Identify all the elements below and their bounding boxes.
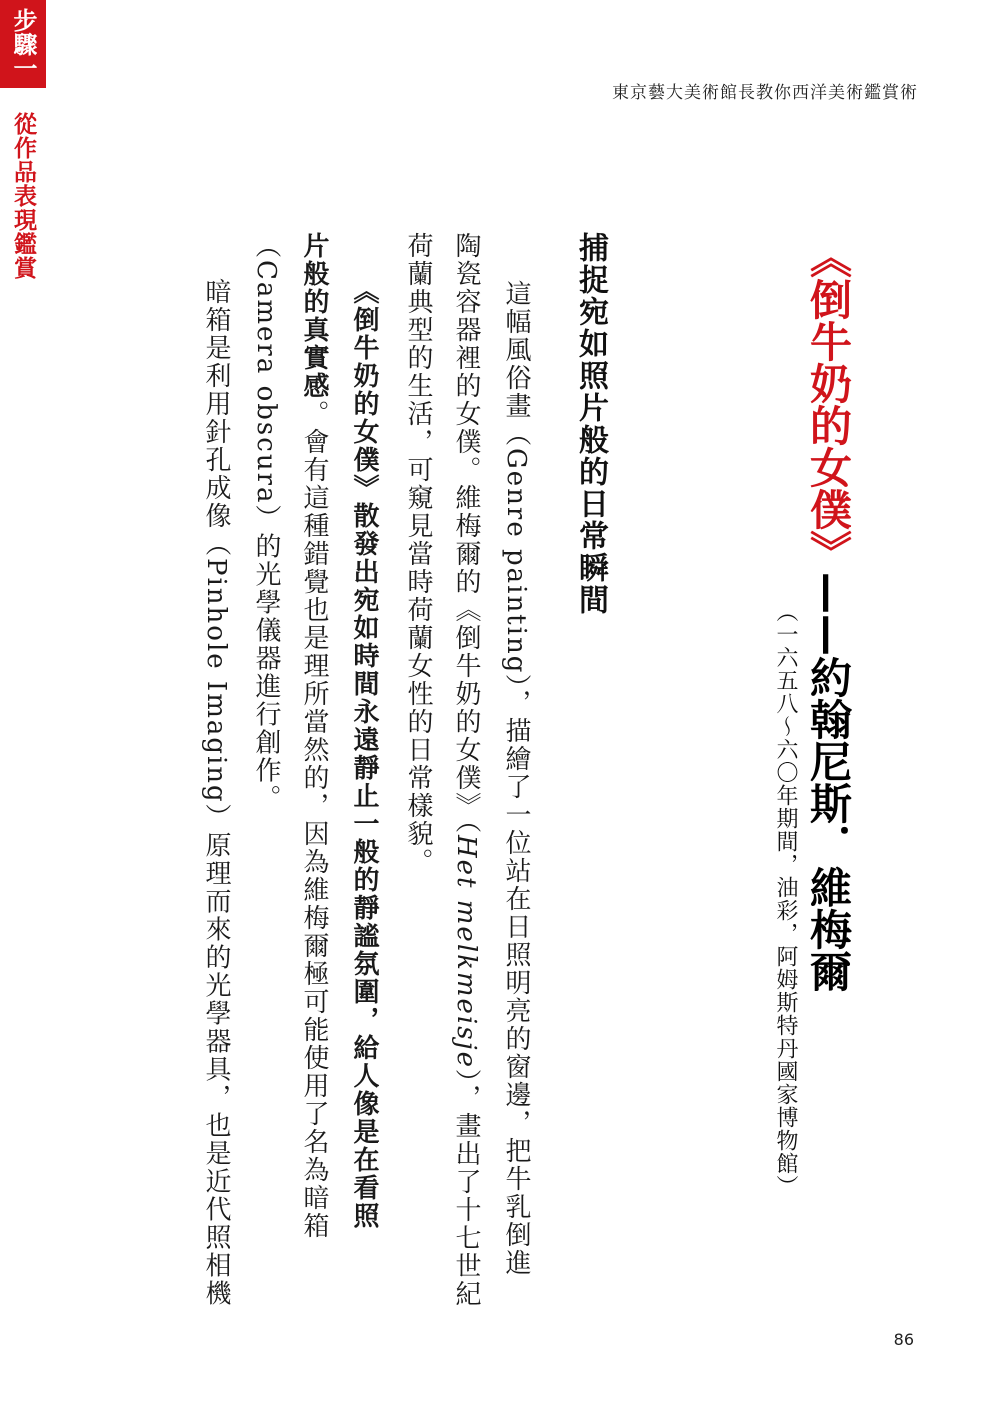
latin-title: Het melkmeisje	[451, 835, 481, 1070]
body-line	[446, 232, 486, 1308]
section-subhead: 捕捉宛如照片般的日常瞬間	[573, 232, 608, 616]
body-line: 暗箱是利用針孔成像（Pinhole Imaging）原理而來的光學器具，也是近代照相機	[201, 278, 231, 1308]
body-line	[294, 232, 334, 1240]
body-text-bold: 片般的真實感	[299, 232, 329, 400]
body-line: （Camera obscura）的光學儀器進行創作。	[251, 232, 281, 813]
step-label: 從作品表現鑑賞	[10, 112, 36, 280]
work-title: 《倒牛奶的女僕》	[804, 236, 853, 572]
body-line: 這幅風俗畫（Genre painting），描繪了一位站在日照明亮的窗邊，把牛乳倒進	[501, 280, 531, 1278]
artist-name: ——約翰尼斯．維梅爾	[804, 572, 853, 992]
body-line: 荷蘭典型的生活，可窺見當時荷蘭女性的日常樣貌。	[403, 232, 433, 876]
artwork-meta: （一六五八～六〇年期間，油彩，阿姆斯特丹國家博物館）	[773, 600, 798, 1198]
body-text: 。會有這種錯覺也是理所當然的，因為維梅爾極可能使用了名為暗箱	[299, 400, 329, 1240]
running-head: 東京藝大美術館長教你西洋美術鑑賞術	[612, 83, 918, 103]
step-heading	[0, 0, 46, 280]
body-text: ），畫出了十七世紀	[451, 1069, 481, 1309]
step-badge: 步驟一	[0, 0, 46, 88]
body-line-bold: 《倒牛奶的女僕》散發出宛如時間永遠靜止一般的靜謐氛圍，給人像是在看照	[349, 278, 379, 1230]
artwork-title	[800, 236, 856, 992]
body-text: 陶瓷容器裡的女僕。維梅爾的《倒牛奶的女僕》（	[451, 232, 481, 835]
page-number: 86	[893, 1330, 914, 1349]
